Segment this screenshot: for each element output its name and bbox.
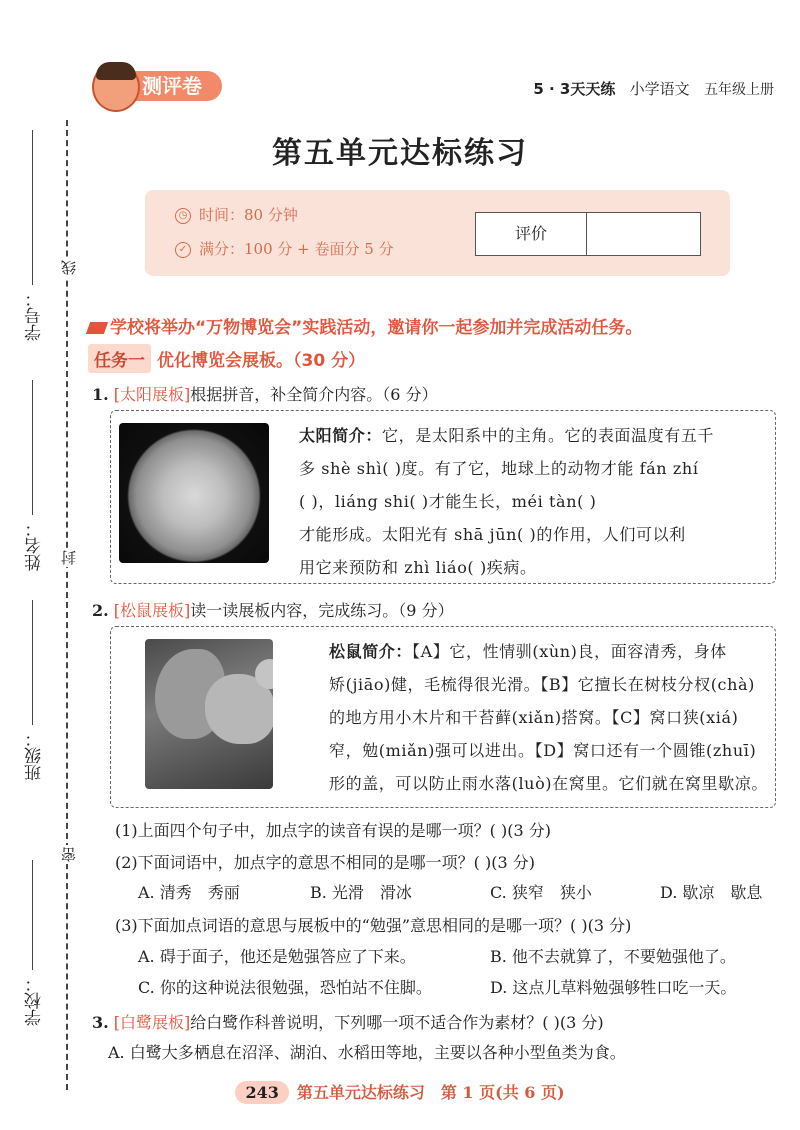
margin-mark-xian: 线 [60, 260, 78, 275]
footer-text: 第五单元达标练习 第 1 页(共 6 页) [296, 1083, 565, 1102]
squirrel-line-3: 的地方用小木片和干苔藓(xiǎn)搭窝。【C】窝口狭(xiá) [329, 708, 739, 727]
question-3-stem [92, 1010, 604, 1033]
squirrel-line-5: 形的盖，可以防止雨水落(luò)在窝里。它们就在窝里歇凉。 [329, 774, 768, 793]
question-board: [太阳展板] [113, 385, 191, 404]
task-tag: 任务一 [88, 344, 151, 373]
sun-line-3: ( )，liáng shi( )才能生长，méi tàn( ) [299, 492, 597, 511]
question-board: [松鼠展板] [113, 601, 191, 620]
question-2-stem [92, 598, 454, 621]
page-number: 243 [235, 1081, 288, 1104]
evaluation-field[interactable] [587, 213, 700, 255]
clock-icon: ◷ [175, 208, 191, 224]
q2-sub2-option-d[interactable]: D. 歇凉 歇息 [660, 883, 763, 902]
intro-text: 学校将举办“万物博览会”实践活动，邀请你一起参加并完成活动任务。 [110, 318, 643, 338]
activity-intro [88, 313, 642, 338]
task-text: 优化博览会展板。（30 分） [157, 351, 366, 371]
series-info [533, 78, 774, 99]
question-text: 根据拼音，补全简介内容。（6 分） [190, 385, 438, 404]
question-text: 读一读展板内容，完成练习。（9 分） [190, 601, 454, 620]
q2-sub2: (2)下面词语中，加点字的意思不相同的是哪一项？( )(3 分) [115, 853, 535, 872]
squirrel-line-2: 矫(jiāo)健，毛梳得很光滑。【B】它擅长在树枝分杈(chà) [329, 675, 755, 694]
q2-sub1: (1)上面四个句子中，加点字的读音有误的是哪一项？( )(3 分) [115, 821, 551, 840]
sun-line-5: 用它来预防和 zhì liáo( )疾病。 [299, 558, 537, 577]
q2-sub3: (3)下面加点词语的意思与展板中的“勉强”意思相同的是哪一项？( )(3 分) [115, 916, 632, 935]
margin-mark-feng: 封 [60, 550, 78, 565]
student-id-label: 学号： [25, 290, 45, 341]
flag-icon [86, 322, 108, 334]
exam-info-box [145, 190, 730, 276]
q2-sub2-option-a[interactable]: A. 清秀 秀丽 [138, 883, 240, 902]
q2-sub3-option-b[interactable]: B. 他不去就算了，不要勉强他了。 [490, 947, 736, 966]
check-icon: ✓ [175, 242, 191, 258]
sun-line-1: 太阳简介：它，是太阳系中的主角。它的表面温度有五千 [299, 426, 715, 445]
class-fill-line [32, 600, 33, 725]
squirrel-intro-text [329, 635, 768, 800]
school-label: 学校： [25, 975, 45, 1026]
question-1-stem [92, 382, 438, 405]
logo-text: 测评卷 [122, 71, 222, 101]
margin-mark-mi: 密 [60, 847, 78, 862]
time-text: 时间：80 分钟 [199, 206, 298, 224]
question-text: 给白鹭作科普说明，下列哪一项不适合作为素材？( )(3 分) [190, 1013, 604, 1032]
score-text: 满分：100 分 + 卷面分 5 分 [199, 240, 394, 258]
squirrel-line-1: 松鼠简介：【A】它，性情驯(xùn)良，面容清秀，身体 [329, 642, 727, 661]
series-name: 5 · 3天天练 [533, 80, 616, 98]
name-label: 姓名： [25, 520, 45, 571]
grade-name: 五年级上册 [704, 82, 774, 98]
q2-sub3-option-c[interactable]: C. 你的这种说法很勉强，恐怕站不住脚。 [138, 978, 432, 997]
sun-board-panel [110, 410, 776, 584]
q2-sub3-option-a[interactable]: A. 碍于面子，他还是勉强答应了下来。 [138, 947, 416, 966]
question-board: [白鹭展板] [113, 1013, 191, 1032]
squirrel-line-4: 窄，勉(miǎn)强可以进出。【D】窝口还有一个圆锥(zhuī) [329, 741, 757, 760]
evaluation-table [475, 212, 701, 256]
evaluation-label: 评价 [476, 213, 587, 255]
task-one-heading [88, 344, 365, 373]
q3-option-a[interactable]: A. 白鹭大多栖息在沼泽、湖泊、水稻田等地，主要以各种小型鱼类为食。 [108, 1043, 626, 1062]
q2-sub3-option-d[interactable]: D. 这点儿草料勉强够牲口吃一天。 [490, 978, 737, 997]
q2-sub2-option-b[interactable]: B. 光滑 滑冰 [310, 883, 412, 902]
class-label: 班级： [25, 730, 45, 781]
squirrel-board-panel [110, 626, 776, 808]
page-title: 第五单元达标练习 [272, 136, 528, 171]
sun-line-4: 才能形成。太阳光有 shā jūn( )的作用，人们可以利 [299, 525, 686, 544]
page-footer [0, 1080, 800, 1104]
time-row [175, 204, 298, 225]
subject-name: 小学语文 [629, 80, 690, 98]
test-paper-logo [92, 62, 232, 108]
sun-intro-text [299, 419, 714, 584]
question-number: 3. [92, 1013, 109, 1032]
question-number: 1. [92, 385, 109, 404]
sun-photo [119, 423, 269, 563]
mascot-face-icon [92, 62, 140, 112]
q2-sub2-option-c[interactable]: C. 狭窄 狭小 [490, 883, 592, 902]
score-row [175, 238, 394, 259]
sun-line-2: 多 shè shì( )度。有了它，地球上的动物才能 fán zhí [299, 459, 699, 478]
school-fill-line [32, 860, 33, 970]
squirrel-photo [145, 639, 273, 789]
question-number: 2. [92, 601, 109, 620]
name-fill-line [32, 380, 33, 515]
